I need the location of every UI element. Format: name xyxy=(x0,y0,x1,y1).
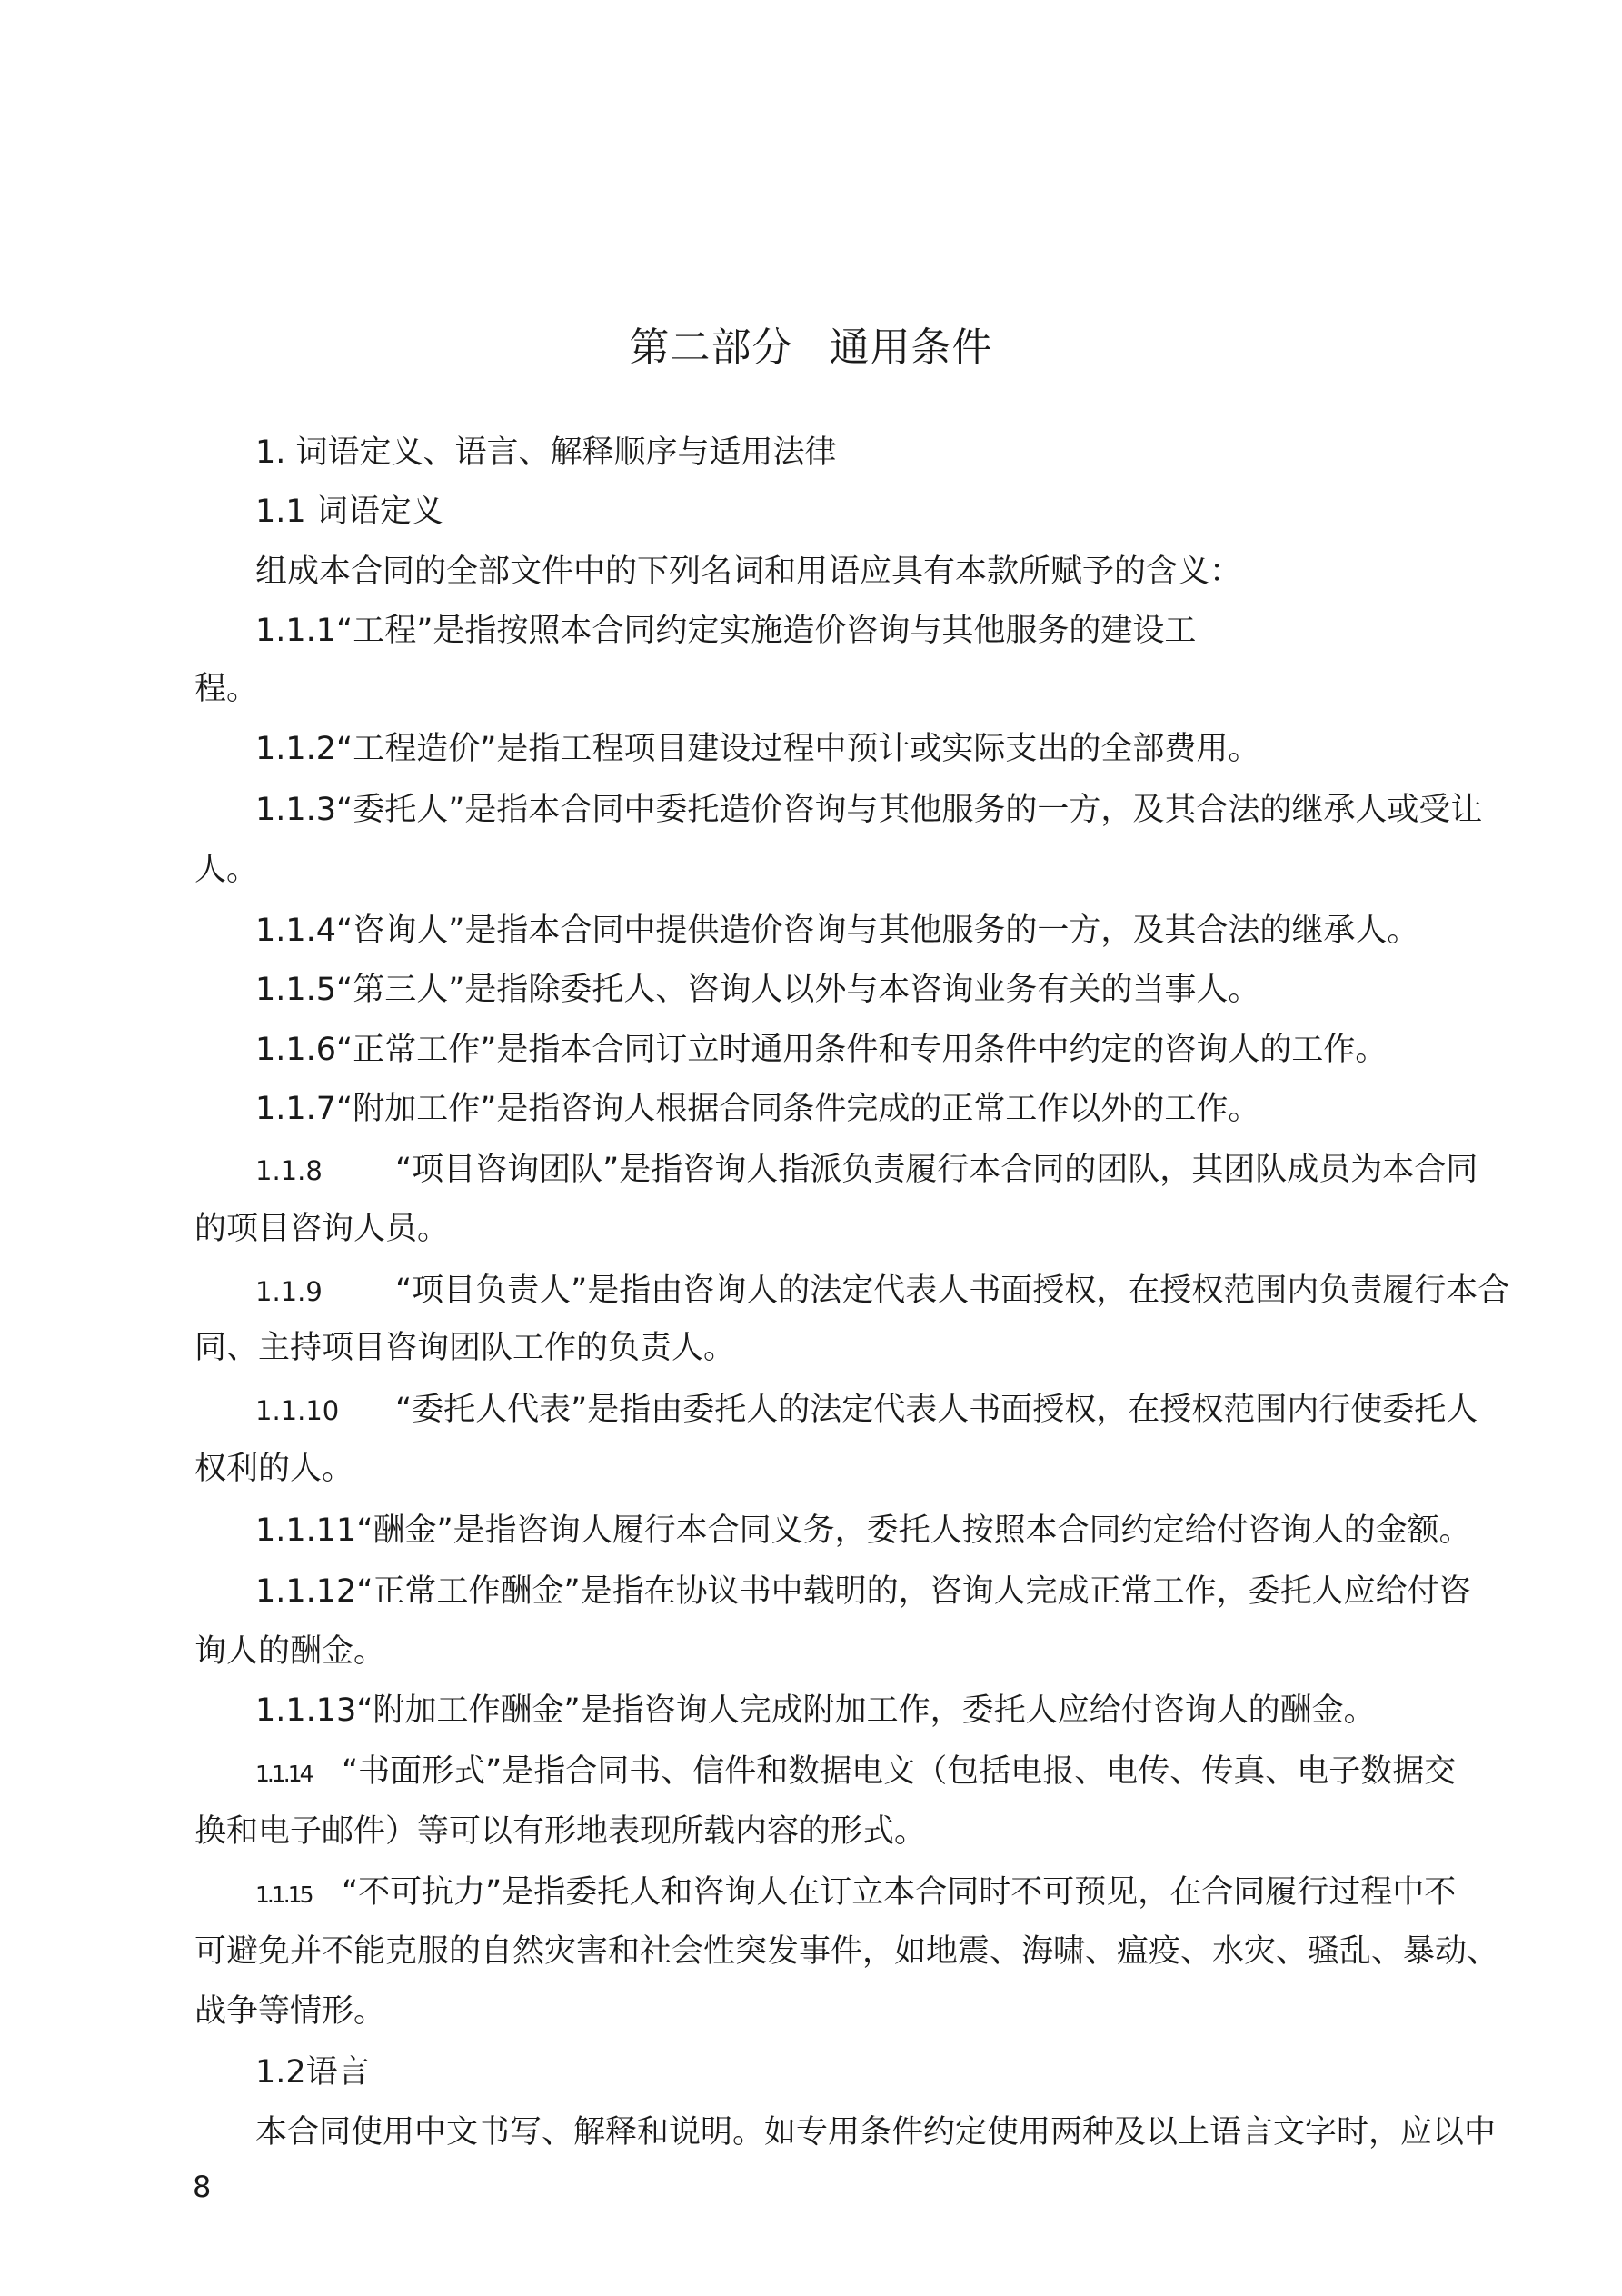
page-number: 8 xyxy=(193,2170,212,2204)
subsection-heading: 1.2语言 xyxy=(255,2054,370,2091)
paragraph-line xyxy=(255,1752,1456,1794)
paragraph-line xyxy=(255,1271,1509,1312)
paragraph-line: 的项目咨询人员。 xyxy=(194,1211,450,1247)
paragraph-line xyxy=(255,1390,1478,1431)
clause-text: “项目负责人”是指由咨询人的法定代表人书面授权，在授权范围内负责履行本合 xyxy=(395,1273,1510,1309)
clause-text: “书面形式”是指合同书、信件和数据电文（包括电报、电传、传真、电子数据交 xyxy=(342,1753,1457,1790)
paragraph-line: 1.1.3“委托人”是指本合同中委托造价咨询与其他服务的一方，及其合法的继承人或受让 xyxy=(255,792,1483,828)
paragraph-line: 组成本合同的全部文件中的下列名词和用语应具有本款所赋予的含义： xyxy=(255,554,1242,590)
paragraph-line: 权利的人。 xyxy=(194,1451,354,1487)
paragraph-line: 询人的酬金。 xyxy=(194,1633,386,1670)
page-title xyxy=(0,323,1622,374)
clause-number: 1.1.9 xyxy=(255,1276,323,1307)
paragraph-line: 1.1.7“附加工作”是指咨询人根据合同条件完成的正常工作以外的工作。 xyxy=(255,1091,1260,1127)
paragraph-line: 战争等情形。 xyxy=(194,1993,386,2030)
paragraph-line: 1.1.12“正常工作酬金”是指在协议书中载明的，咨询人完成正常工作，委托人应给付咨 xyxy=(255,1573,1471,1610)
paragraph-line: 人。 xyxy=(194,852,259,888)
clause-number: 1.1.14 xyxy=(255,1761,312,1787)
clause-text: “不可抗力”是指委托人和咨询人在订立本合同时不可预见，在合同履行过程中不 xyxy=(342,1874,1457,1911)
paragraph-line: 1.1.2“工程造价”是指工程项目建设过程中预计或实际支出的全部费用。 xyxy=(255,731,1260,767)
paragraph-line: 本合同使用中文书写、解释和说明。如专用条件约定使用两种及以上语言文字时，应以中 xyxy=(255,2114,1497,2151)
paragraph-line xyxy=(255,1872,1456,1915)
paragraph-line: 1.1.11“酬金”是指咨询人履行本合同义务，委托人按照本合同约定给付咨询人的金额。 xyxy=(255,1512,1471,1549)
clause-number: 1.1.15 xyxy=(255,1882,312,1908)
title-part: 第二部分 xyxy=(629,324,793,371)
paragraph-line: 1.1.6“正常工作”是指本合同订立时通用条件和专用条件中约定的咨询人的工作。 xyxy=(255,1032,1388,1068)
clause-number: 1.1.10 xyxy=(255,1395,340,1426)
paragraph-line: 换和电子邮件）等可以有形地表现所载内容的形式。 xyxy=(194,1813,927,1850)
paragraph-line: 程。 xyxy=(194,671,259,707)
paragraph-line: 1.1.13“附加工作酬金”是指咨询人完成附加工作，委托人应给付咨询人的酬金。 xyxy=(255,1692,1376,1729)
title-name: 通用条件 xyxy=(829,324,993,371)
subsection-heading: 1.1 词语定义 xyxy=(255,494,443,530)
clause-text: “项目咨询团队”是指咨询人指派负责履行本合同的团队，其团队成员为本合同 xyxy=(395,1152,1478,1188)
paragraph-line: 1.1.5“第三人”是指除委托人、咨询人以外与本咨询业务有关的当事人。 xyxy=(255,972,1260,1008)
paragraph-line: 1.1.1“工程”是指按照本合同约定实施造价咨询与其他服务的建设工 xyxy=(255,613,1197,649)
paragraph-line xyxy=(255,1150,1478,1191)
paragraph-line: 1.1.4“咨询人”是指本合同中提供造价咨询与其他服务的一方，及其合法的继承人。 xyxy=(255,913,1419,949)
section-heading: 1. 词语定义、语言、解释顺序与适用法律 xyxy=(255,434,837,471)
paragraph-line: 同、主持项目咨询团队工作的负责人。 xyxy=(194,1330,736,1366)
paragraph-line: 可避免并不能克服的自然灾害和社会性突发事件，如地震、海啸、瘟疫、水灾、骚乱、暴动、 xyxy=(194,1933,1499,1970)
clause-text: “委托人代表”是指由委托人的法定代表人书面授权，在授权范围内行使委托人 xyxy=(395,1392,1478,1428)
clause-number: 1.1.8 xyxy=(255,1155,323,1186)
